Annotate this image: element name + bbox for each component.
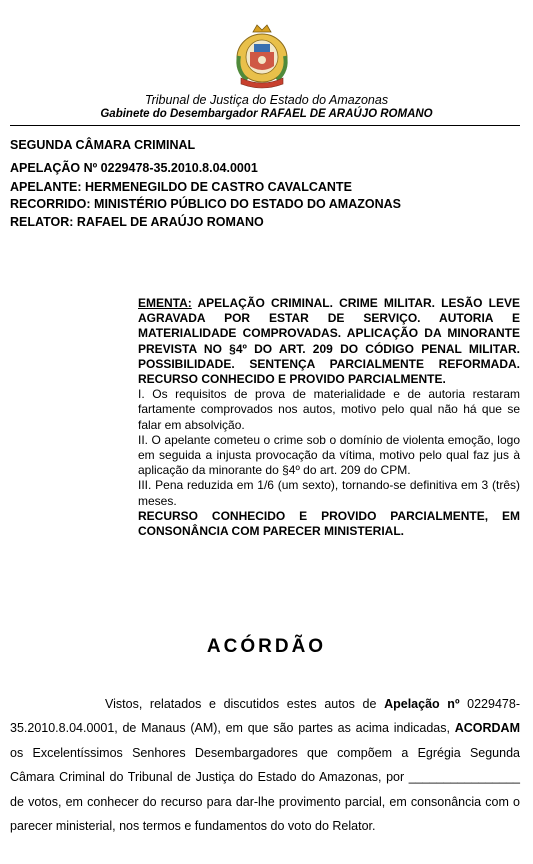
document-title: ACÓRDÃO xyxy=(206,636,327,657)
appellee: RECORRIDO: MINISTÉRIO PÚBLICO DO ESTADO DO AMAZONAS xyxy=(10,197,401,211)
ementa-summary-text: APELAÇÃO CRIMINAL. CRIME MILITAR. LESÃO LEVE AGRAVADA POR ESTAR DE SERVIÇO. AUTORIA E MATERIALIDADE COMPROVADAS. APLICAÇÃO DA MINORANTE PREVISTA NO §4º DO ART. 209 DO CÓDIGO PENAL MILITAR. POSSIBILIDADE. SENTENÇA PARCIALMENTE REFORMADA. RECURSO CONHECIDO E PROVIDO PARCIALMENTE. xyxy=(138,296,520,387)
ementa-item-1: I. Os requisitos de prova de materialidade e de autoria restaram fartamente comprovados nos autos, motivo pelo qual não há que se falar em absolvição. xyxy=(138,387,520,432)
office-name: Gabinete do Desembargador RAFAEL DE ARAÚJO ROMANO xyxy=(100,108,433,120)
ementa-item-3: III. Pena reduzida em 1/6 (um sexto), tornando-se definitiva em 3 (três) meses. xyxy=(138,478,520,508)
chamber: SEGUNDA CÂMARA CRIMINAL xyxy=(10,138,196,152)
body-bold-2: ACORDAM xyxy=(454,721,520,736)
body-text-1: Vistos, relatados e discutidos estes autos de xyxy=(105,697,385,711)
ementa-label: EMENTA: xyxy=(138,296,192,310)
ementa-block xyxy=(138,296,520,539)
ementa-item-2: II. O apelante cometeu o crime sob o domínio de violenta emoção, logo em seguida a injusta provocação da vítima, motivo pelo qual faz jus à aplicação da minorante do §4º do art. 209 do CPM. xyxy=(138,432,520,478)
rapporteur: RELATOR: RAFAEL DE ARAÚJO ROMANO xyxy=(10,215,264,229)
body-text-2: 0229478-35.2010.8.04.0001, de Manaus (AM), em que são partes as acima indicadas, xyxy=(10,697,520,736)
ementa-summary xyxy=(138,296,520,387)
ementa-conclusion: RECURSO CONHECIDO E PROVIDO PARCIALMENTE, EM CONSONÂNCIA COM PARECER MINISTERIAL. xyxy=(138,508,520,539)
judgment-body xyxy=(10,692,520,838)
judgment-paragraph xyxy=(10,692,520,838)
court-coat-of-arms-logo xyxy=(233,22,291,92)
court-name: Tribunal de Justiça do Estado do Amazonas xyxy=(144,93,389,107)
body-text-3: os Excelentíssimos Senhores Desembargadores que compõem a Egrégia Segunda Câmara Criminal do Tribunal de Justiça do Estado do Amazonas, por ________________ de votos, em conhecer do recurso para dar-lhe provimento parcial, em consonância com o parecer ministerial, nos termos e fundamentos do voto do Relator. xyxy=(10,745,520,834)
appellant: APELANTE: HERMENEGILDO DE CASTRO CAVALCANTE xyxy=(10,180,352,194)
header-divider xyxy=(10,125,520,126)
appeal-number: APELAÇÃO Nº 0229478-35.2010.8.04.0001 xyxy=(10,161,258,175)
body-bold-1: Apelação nº xyxy=(384,697,460,711)
